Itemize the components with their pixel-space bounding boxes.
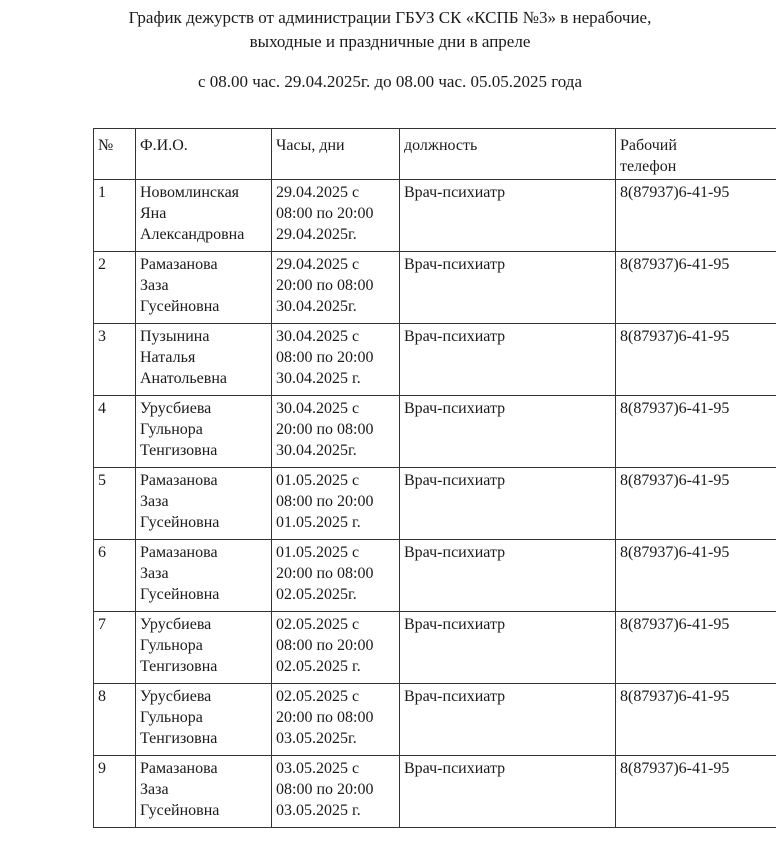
table-row: [94, 468, 776, 540]
duty-hours-part: 29.04.2025г.: [276, 226, 357, 243]
row-duty-hours: [272, 324, 400, 396]
row-full-name: [136, 180, 272, 252]
full-name-part: Тенгизовна: [140, 730, 218, 747]
row-duty-hours: [272, 180, 400, 252]
row-number: 4: [94, 396, 136, 468]
row-number: 8: [94, 684, 136, 756]
row-work-phone: 8(87937)6-41-95: [616, 324, 776, 396]
table-row: [94, 756, 776, 828]
table-header-row: [94, 129, 776, 180]
duty-hours-part: 29.04.2025 с: [276, 184, 360, 201]
full-name-part: Гусейновна: [140, 586, 220, 603]
row-duty-hours: [272, 756, 400, 828]
table-row: [94, 324, 776, 396]
row-duty-hours: [272, 252, 400, 324]
row-full-name: [136, 252, 272, 324]
duty-hours-part: 03.05.2025 с: [276, 760, 360, 777]
column-header-phone: [616, 129, 776, 180]
row-work-phone: 8(87937)6-41-95: [616, 396, 776, 468]
duty-hours-part: 02.05.2025 с: [276, 688, 360, 705]
duty-hours-part: 08:00 по 20:00: [276, 205, 374, 222]
full-name-part: Гусейновна: [140, 514, 220, 531]
row-number: 5: [94, 468, 136, 540]
full-name-part: Гусейновна: [140, 298, 220, 315]
row-work-phone: 8(87937)6-41-95: [616, 612, 776, 684]
row-position: Врач-психиатр: [400, 684, 616, 756]
duty-hours-part: 30.04.2025г.: [276, 298, 357, 315]
full-name-part: Яна: [140, 205, 167, 222]
full-name-part: Тенгизовна: [140, 658, 218, 675]
duty-period: с 08.00 час. 29.04.2025г. до 08.00 час. 05.05.2025 года: [197, 72, 583, 91]
full-name-part: Рамазанова: [140, 544, 218, 561]
row-duty-hours: [272, 396, 400, 468]
duty-hours-part: 20:00 по 08:00: [276, 565, 374, 582]
row-duty-hours: [272, 468, 400, 540]
table-row: [94, 684, 776, 756]
row-work-phone: 8(87937)6-41-95: [616, 684, 776, 756]
duty-hours-part: 08:00 по 20:00: [276, 781, 374, 798]
duty-hours-part: 20:00 по 08:00: [276, 277, 374, 294]
table-row: [94, 540, 776, 612]
column-header-number: №: [94, 129, 136, 180]
row-number: 6: [94, 540, 136, 612]
full-name-part: Урусбиева: [140, 688, 212, 705]
full-name-part: Гульнора: [140, 637, 203, 654]
row-full-name: [136, 684, 272, 756]
full-name-part: Урусбиева: [140, 616, 212, 633]
full-name-part: Пузынина: [140, 328, 210, 345]
column-header-time: Часы, дни: [272, 129, 400, 180]
full-name-part: Тенгизовна: [140, 442, 218, 459]
row-work-phone: 8(87937)6-41-95: [616, 540, 776, 612]
full-name-part: Заза: [140, 277, 169, 294]
row-position: Врач-психиатр: [400, 612, 616, 684]
full-name-part: Гусейновна: [140, 802, 220, 819]
table-row: [94, 396, 776, 468]
duty-hours-part: 02.05.2025г.: [276, 586, 357, 603]
duty-hours-part: 01.05.2025 с: [276, 472, 360, 489]
duty-hours-part: 08:00 по 20:00: [276, 493, 374, 510]
duty-hours-part: 30.04.2025 с: [276, 400, 360, 417]
full-name-part: Рамазанова: [140, 472, 218, 489]
full-name-part: Наталья: [140, 349, 196, 366]
row-number: 2: [94, 252, 136, 324]
row-number: 9: [94, 756, 136, 828]
row-full-name: [136, 468, 272, 540]
row-position: Врач-психиатр: [400, 756, 616, 828]
duty-hours-part: 29.04.2025 с: [276, 256, 360, 273]
column-header-name: Ф.И.О.: [136, 129, 272, 180]
row-full-name: [136, 396, 272, 468]
full-name-part: Заза: [140, 781, 169, 798]
row-number: 3: [94, 324, 136, 396]
row-duty-hours: [272, 540, 400, 612]
full-name-part: Новомлинская: [140, 184, 240, 201]
row-position: Врач-психиатр: [400, 180, 616, 252]
duty-hours-part: 30.04.2025г.: [276, 442, 357, 459]
row-position: Врач-психиатр: [400, 252, 616, 324]
full-name-part: Гульнора: [140, 709, 203, 726]
document-title-line-1: График дежурств от администрации ГБУЗ СК «КСПБ №3» в нерабочие,: [128, 8, 652, 27]
row-full-name: [136, 540, 272, 612]
duty-schedule-table: [93, 128, 776, 828]
duty-hours-part: 01.05.2025 с: [276, 544, 360, 561]
duty-hours-part: 20:00 по 08:00: [276, 421, 374, 438]
column-header-phone-line-2: телефон: [620, 158, 677, 175]
full-name-part: Александровна: [140, 226, 245, 243]
full-name-part: Заза: [140, 565, 169, 582]
full-name-part: Рамазанова: [140, 760, 218, 777]
full-name-part: Заза: [140, 493, 169, 510]
duty-hours-part: 02.05.2025 с: [276, 616, 360, 633]
duty-hours-part: 30.04.2025 г.: [276, 370, 361, 387]
row-work-phone: 8(87937)6-41-95: [616, 756, 776, 828]
column-header-phone-line-1: Рабочий: [620, 137, 677, 154]
row-full-name: [136, 612, 272, 684]
row-work-phone: 8(87937)6-41-95: [616, 252, 776, 324]
row-position: Врач-психиатр: [400, 324, 616, 396]
duty-hours-part: 08:00 по 20:00: [276, 349, 374, 366]
full-name-part: Анатольевна: [140, 370, 227, 387]
table-row: [94, 612, 776, 684]
duty-hours-part: 08:00 по 20:00: [276, 637, 374, 654]
row-work-phone: 8(87937)6-41-95: [616, 180, 776, 252]
table-row: [94, 252, 776, 324]
document-title-line-2: выходные и праздничные дни в апреле: [249, 32, 531, 51]
row-position: Врач-психиатр: [400, 468, 616, 540]
row-position: Врач-психиатр: [400, 540, 616, 612]
duty-hours-part: 03.05.2025 г.: [276, 802, 361, 819]
full-name-part: Рамазанова: [140, 256, 218, 273]
duty-hours-part: 30.04.2025 с: [276, 328, 360, 345]
row-work-phone: 8(87937)6-41-95: [616, 468, 776, 540]
full-name-part: Гульнора: [140, 421, 203, 438]
row-full-name: [136, 324, 272, 396]
row-number: 7: [94, 612, 136, 684]
table-row: [94, 180, 776, 252]
column-header-position: должность: [400, 129, 616, 180]
row-position: Врач-психиатр: [400, 396, 616, 468]
duty-hours-part: 03.05.2025г.: [276, 730, 357, 747]
row-number: 1: [94, 180, 136, 252]
duty-hours-part: 20:00 по 08:00: [276, 709, 374, 726]
row-duty-hours: [272, 684, 400, 756]
row-full-name: [136, 756, 272, 828]
full-name-part: Урусбиева: [140, 400, 212, 417]
duty-hours-part: 02.05.2025 г.: [276, 658, 361, 675]
row-duty-hours: [272, 612, 400, 684]
duty-hours-part: 01.05.2025 г.: [276, 514, 361, 531]
